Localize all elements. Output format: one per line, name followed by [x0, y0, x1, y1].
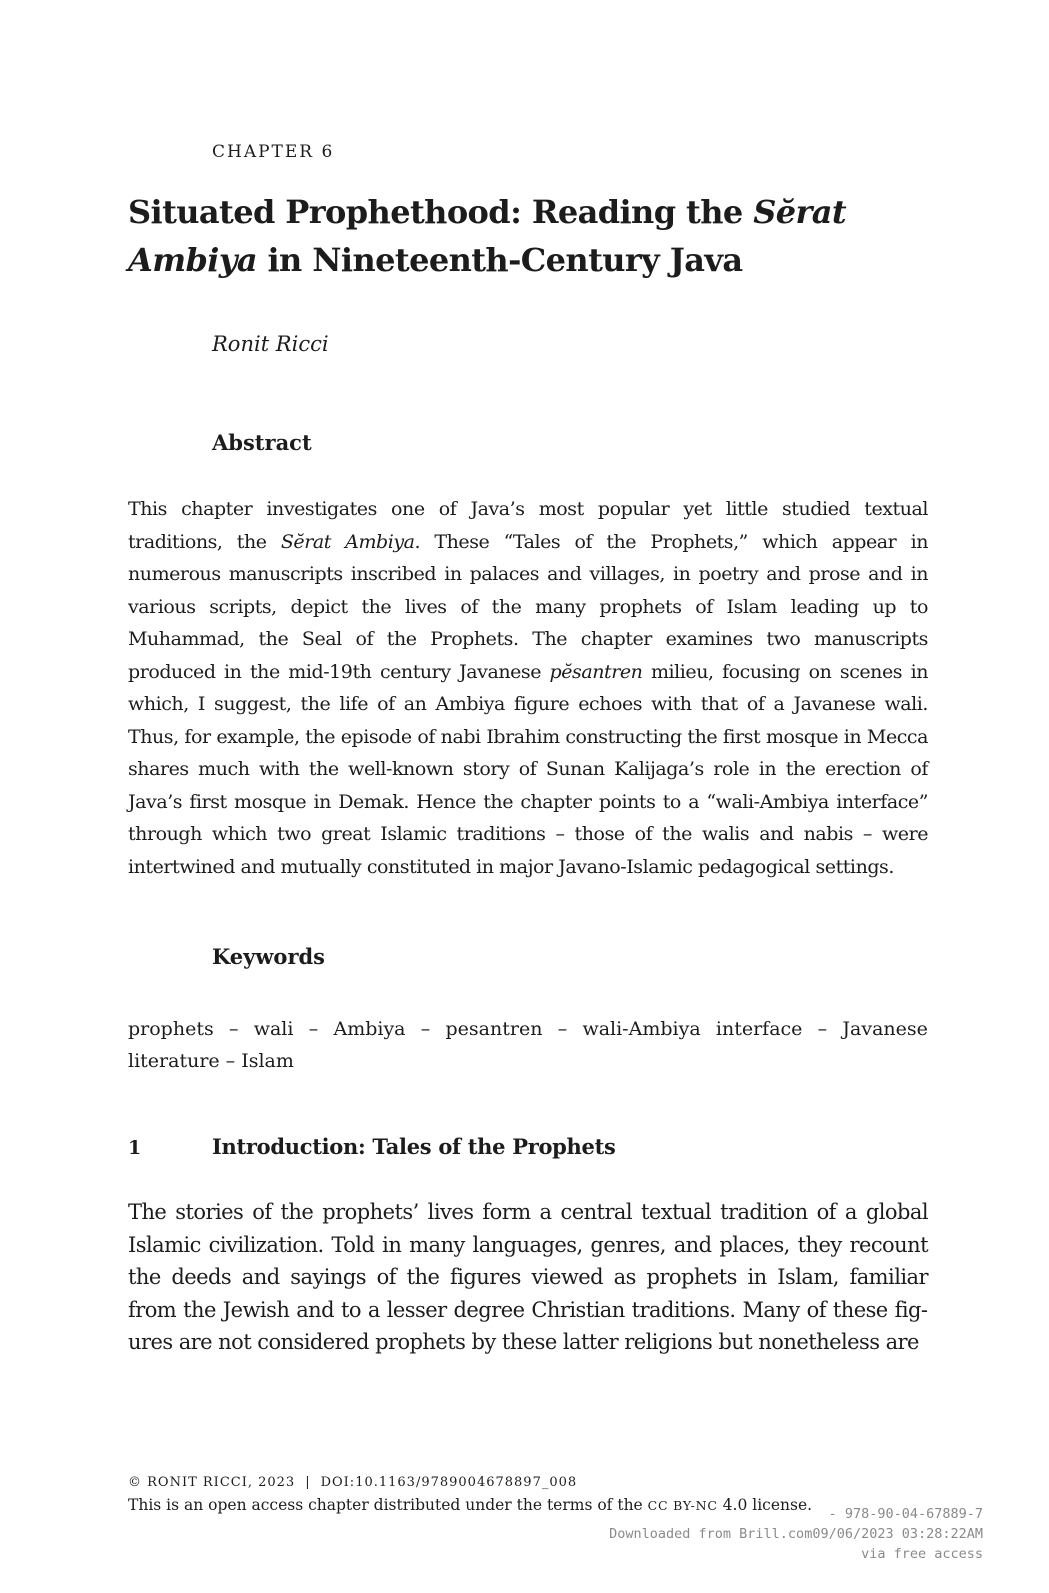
keyword-word: pesantren [445, 1018, 543, 1040]
abstract-text [128, 493, 928, 883]
keyword-word: interface [715, 1018, 803, 1040]
abstract-seg5: milieu, focusing on scenes in which, I suggest, the life of an Ambiya figure echoes with that of a Javanese wali. Thus, for example, the episode of nabi Ibrahim constructing the first mosque in Mecca shares much with the well-known story of Sunan Kalijaga’s role in the erection of Java’s first mosque in Demak. Hence the chapter points to a “wali-Ambiya interface” through which two great Islamic traditions – those of the walis and nabis – were intertwined and mutually constituted in major Javano-Islamic pedagogical settings. [128, 660, 928, 878]
keyword-dash: – [228, 1018, 239, 1040]
download-stamp [609, 1504, 983, 1564]
keywords-line2: literature – Islam [128, 1050, 294, 1072]
copyright: © RONIT RICCI, 2023 [128, 1475, 296, 1490]
stamp-access: via free access [861, 1546, 983, 1562]
stamp-isbn: - 978-90-04-67889-7 [828, 1506, 983, 1522]
author-name: Ronit Ricci [212, 332, 329, 356]
chapter-label: CHAPTER 6 [212, 142, 335, 162]
abstract-seg3: . These “Tales of the Prophets,” which appear in numerous manuscripts inscribed in palaces and villages, in poetry and prose and in various scripts, depict the lives of the many prophets of Islam leading up to Muhammad, the Seal of the Prophets. The chapter examines two manuscripts produced in the mid-19th century Javanese [128, 530, 929, 683]
title-part2: in Nineteenth-Century Java [256, 241, 743, 279]
keyword-dash: – [557, 1018, 568, 1040]
footer-separator: | [305, 1475, 311, 1490]
keyword-dash: – [308, 1018, 319, 1040]
license-post: 4.0 license. [717, 1496, 813, 1514]
keyword-dash: – [817, 1018, 828, 1040]
keyword-word: wali-Ambiya [582, 1018, 701, 1040]
section-body: The stories of the prophets’ lives form a central textual tradition of a global Islamic civilization. Told in many languages, genres, and places, they recount the deeds and sayings of the figures viewed as prophets in Islam, familiar from the Jewish and to a lesser degree Christian traditions. Many of these figures are not considered prophets by these latter religions but nonetheless are [128, 1200, 928, 1354]
keyword-word: prophets [128, 1018, 214, 1040]
keyword-dash: – [420, 1018, 431, 1040]
footer-citation [128, 1475, 577, 1490]
abstract-seg1: This chapter investigates one of Java’s most popular yet little studied textual traditions, the [128, 498, 928, 553]
keywords-line1 [128, 1013, 928, 1045]
keyword-word: Ambiya [333, 1018, 406, 1040]
chapter-title [128, 188, 948, 284]
license-pre: This is an open access chapter distributed under the terms of the [128, 1496, 648, 1514]
title-part1: Situated Prophethood: Reading the [128, 193, 754, 231]
keyword-word: Javanese [842, 1018, 928, 1040]
stamp-downloaded: Downloaded from Brill.com09/06/2023 03:28:22AM [609, 1526, 983, 1542]
title-italic: Sĕrat Ambiya [128, 193, 847, 279]
keywords-list [128, 1013, 928, 1077]
abstract-seg4: pĕsantren [549, 660, 643, 683]
abstract-seg2: Sĕrat Ambiya [280, 530, 415, 553]
section-title: Introduction: Tales of the Prophets [212, 1134, 616, 1159]
abstract-heading: Abstract [212, 430, 312, 455]
keywords-heading: Keywords [212, 944, 326, 969]
section-number: 1 [128, 1137, 142, 1159]
keyword-word: wali [253, 1018, 294, 1040]
license-cc: CC BY-NC [647, 1498, 718, 1513]
doi: DOI:10.1163/9789004678897_008 [320, 1475, 578, 1490]
